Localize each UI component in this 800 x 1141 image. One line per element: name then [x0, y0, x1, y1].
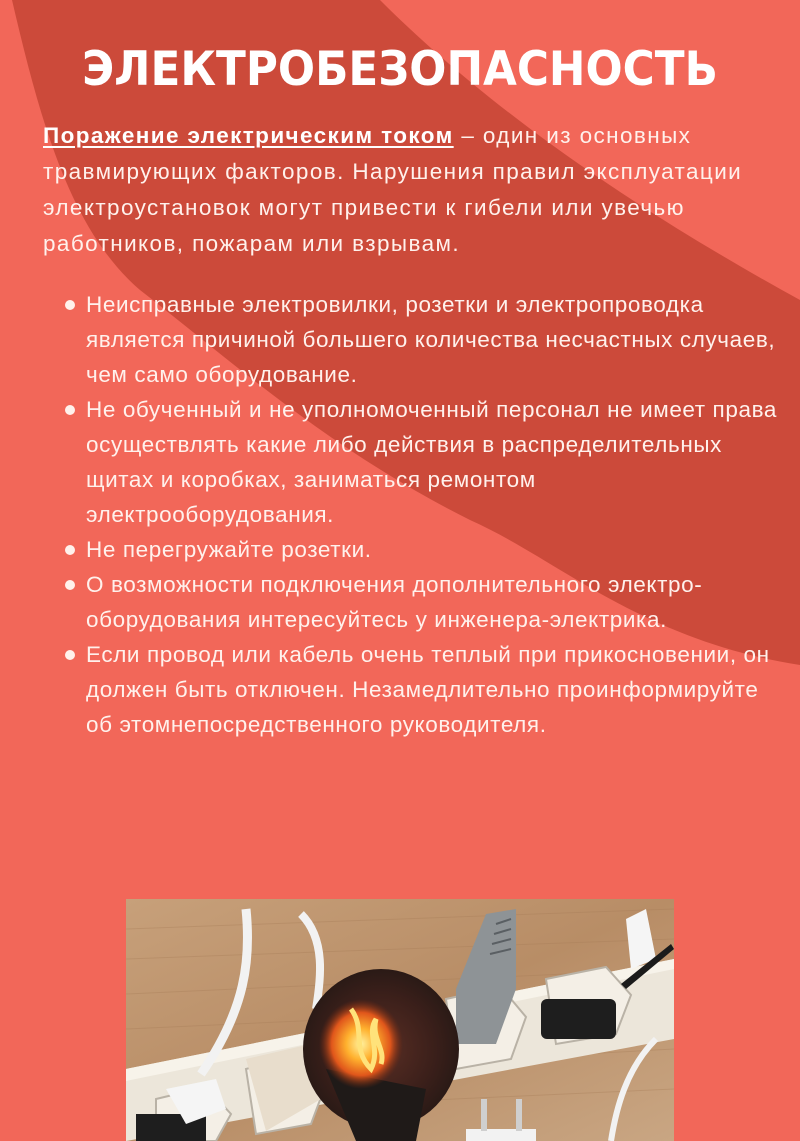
list-item [62, 637, 782, 742]
intro-lead-link: Поражение электрическим током [43, 123, 454, 148]
intro-paragraph [43, 118, 773, 262]
list-item-text: О возможности подключения дополнительного электро-оборудования интересуйтесь у инженера-электрика. [86, 572, 703, 632]
list-item [62, 392, 782, 532]
safety-rules-list [62, 287, 782, 742]
list-item [62, 287, 782, 392]
bullet-icon [65, 545, 75, 555]
bullet-icon [65, 580, 75, 590]
list-item-text: Не обученный и не уполномоченный персонал не имеет права осуществлять какие либо действия в распределительных щитах и коробках, заниматься ремонтом электрооборудования. [86, 397, 777, 527]
list-item-text: Если провод или кабель очень теплый при прикосновении, он должен быть отключен. Незамедлительно проинформируйте об этомнепосредственного руководителя. [86, 642, 770, 737]
burning-power-strip-photo [126, 899, 674, 1141]
list-item-text: Неисправные электровилки, розетки и электропроводка является причиной большего количества несчастных случаев, чем само оборудование. [86, 292, 776, 387]
bullet-icon [65, 300, 75, 310]
list-item-text: Не перегружайте розетки. [86, 537, 372, 562]
intro-text: – один из основных травмирующих факторов. Нарушения правил эксплуатации электроустановок могут привести к гибели или увечью работников, пожарам или взрывам. [43, 123, 743, 256]
list-item [62, 567, 782, 637]
page-title: ЭЛЕКТРОБЕЗОПАСНОСТЬ [82, 42, 718, 97]
bullet-icon [65, 405, 75, 415]
photo-illustration [126, 899, 674, 1141]
bullet-icon [65, 650, 75, 660]
list-item [62, 532, 782, 567]
